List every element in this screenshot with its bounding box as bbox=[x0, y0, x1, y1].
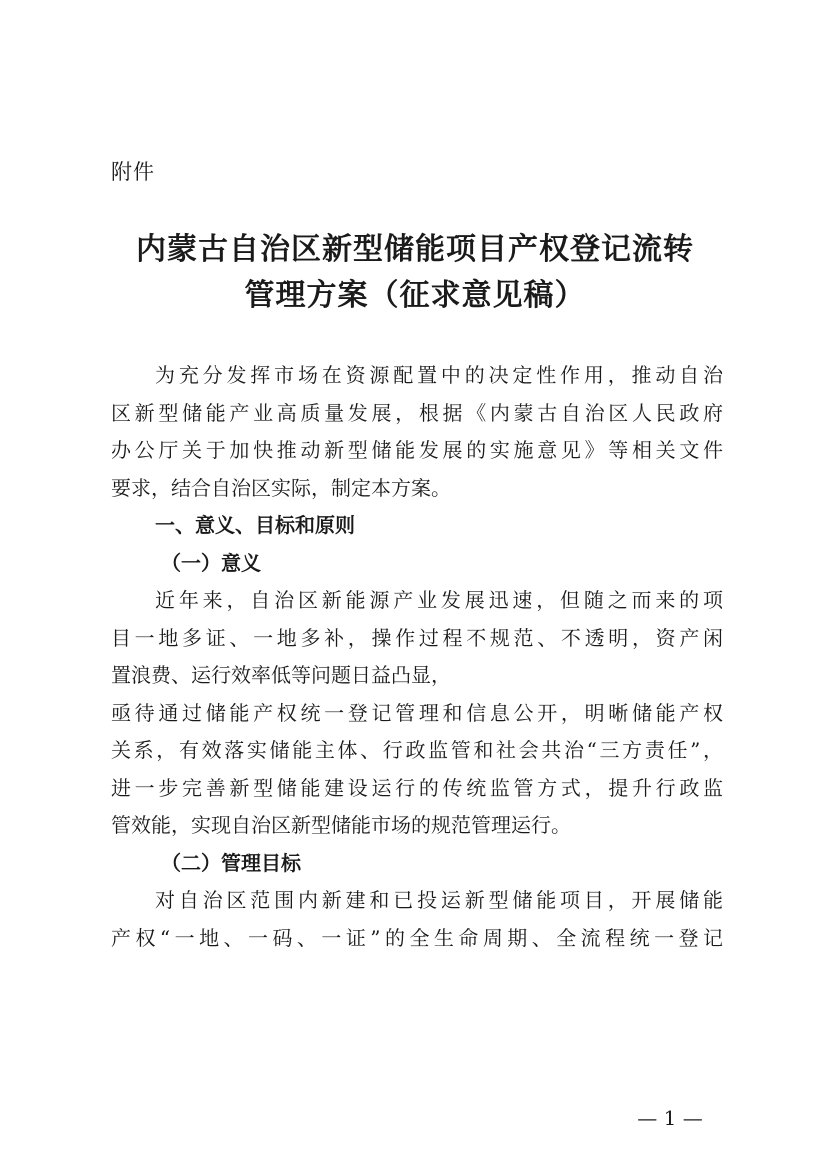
paragraph-line: 管效能，实现自治区新型储能市场的规范管理运行。 bbox=[111, 813, 571, 837]
paragraph-line: 亟待通过储能产权统一登记管理和信息公开，明晰储能产权 bbox=[111, 700, 723, 725]
document-body bbox=[111, 357, 723, 957]
intro-line: 区新型储能产业高质量发展，根据《内蒙古自治区人民政府 bbox=[111, 400, 723, 425]
intro-line: 要求，结合自治区实际，制定本方案。 bbox=[111, 475, 451, 500]
paragraph-line: 产权“一地、一码、一证”的全生命周期、全流程统一登记 bbox=[111, 925, 723, 950]
paragraph-line: 对自治区范围内新建和已投运新型储能项目，开展储能 bbox=[155, 888, 723, 912]
document-title-line-2: 管理方案（征求意见稿） bbox=[244, 278, 586, 313]
document-title-line-1: 内蒙古自治区新型储能项目产权登记流转 bbox=[136, 232, 694, 267]
paragraph-line: 近年来，自治区新能源产业发展迅速，但随之而来的项 bbox=[155, 588, 723, 612]
intro-line: 办公厅关于加快推动新型储能发展的实施意见》等相关文件 bbox=[111, 438, 723, 462]
section-heading: 一、意义、目标和原则 bbox=[155, 513, 355, 537]
subsection-heading: （一）意义 bbox=[161, 550, 261, 575]
subsection-heading: （二）管理目标 bbox=[161, 850, 301, 875]
attachment-label: 附件 bbox=[111, 160, 155, 184]
paragraph-line: 目一地多证、一地多补，操作过程不规范、不透明，资产闲 bbox=[111, 625, 723, 650]
paragraph-line: 关系，有效落实储能主体、行政监管和社会共治“三方责任”， bbox=[111, 738, 723, 762]
paragraph-line: 置浪费、运行效率低等问题日益凸显， bbox=[111, 663, 451, 687]
intro-line: 为充分发挥市场在资源配置中的决定性作用，推动自治 bbox=[155, 363, 723, 387]
paragraph-line: 进一步完善新型储能建设运行的传统监管方式，提升行政监 bbox=[111, 775, 723, 800]
page-number: — 1 — bbox=[637, 1106, 703, 1130]
